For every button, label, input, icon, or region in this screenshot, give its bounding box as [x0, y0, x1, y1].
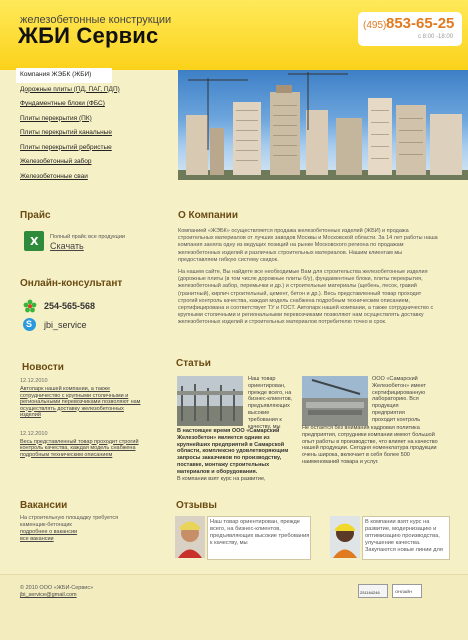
- work-hours: с 8:00 -18:00: [418, 34, 454, 40]
- news-link[interactable]: Весь представленный товар проходит строгий контроль качества, каждая модель снабжена подробным техническим описанием: [20, 438, 139, 458]
- article-1-bold-text[interactable]: В настоящее время ООО «Самарский Железобетон» является одним из крупнейших предприятий в Самарской области, комплексно удовлетворяющим запросы заказчиков по производству, поставке, монтажу строительных материалов и оборудования.: [177, 428, 289, 475]
- article-2-image[interactable]: [302, 376, 368, 426]
- all-vacancies-link[interactable]: все вакансии: [20, 536, 54, 542]
- icq-flower-icon: [23, 299, 37, 313]
- site-subtitle: железобетонные конструкции: [20, 14, 172, 26]
- article-1-snippet: Наш товар ориентирован, прежде всего, на бизнес-клиентов, предъявляющих высокие требования к качеству, мы: [248, 376, 293, 430]
- nav-item-floor-slabs[interactable]: Плиты перекрытия (ПК): [20, 114, 92, 122]
- news-date: 12.12.2010: [20, 430, 48, 437]
- footer-email-link[interactable]: jbi_service@gmail.com: [20, 592, 77, 598]
- rating-badge[interactable]: [392, 584, 422, 598]
- skype-icon: [23, 318, 36, 331]
- vacancies-heading: Вакансии: [20, 500, 68, 511]
- rating-badge-text: ОНЛАЙН: [395, 589, 413, 594]
- price-description: Полный прайс все продукции: [50, 234, 125, 240]
- skype-login: jbi_service: [44, 320, 87, 330]
- price-download-link[interactable]: Скачать: [50, 241, 84, 251]
- nav-item-road-slabs[interactable]: Дорожные плиты (ПД, ПАГ, ПДП): [20, 85, 120, 93]
- vacancy-details-link[interactable]: подробнее о вакансии: [20, 529, 78, 535]
- article-1-tail: В компании взят курс на развитие,: [177, 476, 266, 482]
- nav-item-foundation-blocks[interactable]: Фундаментные блоки (ФБС): [20, 100, 105, 107]
- counter-value: 251164246: [360, 590, 380, 595]
- footer: [0, 574, 468, 640]
- copyright: © 2010 ООО «ЖБИ-Сервис»: [20, 585, 94, 591]
- news-link[interactable]: Автопарк нашей компании, а также сотрудничество с крупными столичными и региональными перевозчиками позволяют нам осуществлять доставку железобетонных изделий: [20, 386, 141, 418]
- icq-number: 254-565-568: [44, 301, 96, 311]
- vacancies-block: [20, 515, 130, 543]
- news-heading: Новости: [22, 362, 64, 373]
- phone-code: (495): [363, 20, 387, 31]
- counter-badge[interactable]: [358, 584, 388, 598]
- news-list: [20, 378, 145, 470]
- article-2-snippet: ООО «Самарский Железобетон» имеет сертифицированную лабораторию. Вся продукция предприятия проходит контроль: [372, 376, 426, 423]
- main-nav: [16, 68, 178, 184]
- about-text: [178, 228, 440, 332]
- review-2-box: [362, 516, 450, 560]
- article-2-text: Не остается без внимания кадровая политика предприятия, сотрудники компании имеют большой опыт работы в производстве, что влияет на качество нашей продукции. Сегодня номенклатура продукции очень широка, включает в себя более 500 наименований товара и услуг.: [302, 425, 438, 465]
- article-1-image[interactable]: [177, 376, 243, 426]
- buildings-illustration: [178, 70, 468, 180]
- vacancy-text: На строительную площадку требуется каменщик-бетонщик: [20, 515, 119, 528]
- reviewer-2-photo: [330, 516, 360, 558]
- phone-box: [358, 12, 462, 46]
- articles-heading: Статьи: [176, 358, 211, 369]
- nav-item-company[interactable]: Компания ЖЭБК (ЖБИ): [16, 68, 112, 83]
- review-1-text: Наш товар ориентирован, прежде всего, на бизнес-клиентов, предъявляющих высокие требования к качеству, мы: [210, 519, 310, 546]
- excel-icon[interactable]: [24, 231, 44, 251]
- header: [0, 0, 468, 70]
- news-date: 12.12.2010: [20, 378, 48, 384]
- review-2-text: В компании взят курс на развитие, модернизацию и оптимизацию производства, улучшение качества. Закупаются новые линии для: [365, 519, 443, 553]
- about-heading: О Компании: [178, 210, 238, 221]
- about-paragraph-2: На нашем сайте, Вы найдете все необходимые Вам для строительства железобетонные изделия (дорожные плиты (в том числе дорожные плиты б/у), фундаментные блоки, плиты перекрытия, железобетонный забор, перемычки и др.) и строительные материалы (щебень, песок, гравий (гранитный), кирпич строительный, цемент, бетон и др.). Весь представленный товар проходит строгий контроль качества, каждая модель снабжена подробным техническим описанием, сертифицирована и соответствует ТУ и ГОСТ. Автопарк нашей компании, а также сотрудничество с крупными столичными и региональными перевозчиками позволяют нам осуществлять доставку железобетонных изделий и строительных материалов потребителю точно в срок.: [178, 269, 434, 326]
- nav-item-concrete-piles[interactable]: Железобетонные сваи: [20, 172, 88, 180]
- price-heading: Прайс: [20, 210, 51, 221]
- reviews-heading: Отзывы: [176, 500, 217, 511]
- nav-item-concrete-fence[interactable]: Железобетонный забор: [20, 158, 92, 165]
- review-1-box: [207, 516, 311, 560]
- site-logo-title[interactable]: ЖБИ Сервис: [18, 23, 159, 48]
- price-block: [50, 234, 150, 251]
- banner-image: [178, 70, 468, 180]
- phone-number: 853-65-25: [386, 15, 455, 32]
- nav-item-ribbed-slabs[interactable]: Плиты перекрытий ребристые: [20, 143, 112, 151]
- consultant-heading: Онлайн-консультант: [20, 278, 123, 289]
- nav-item-channel-slabs[interactable]: Плиты перекрытий канальные: [20, 129, 112, 136]
- about-paragraph-1: Компанией «ЖЭБК» осуществляется продажа железобетонных изделий (ЖБИ) и продажа строительных материалов от лучших заводов Москвы и Московской области. За 14 лет работы наша компания заняла одну из ведущих позиций на рынке Московского региона по продажам железобетонных изделий и различных строительных материалов. Нашим клиентам мы предоставляем гибкую систему скидок.: [178, 228, 438, 263]
- reviewer-1-photo: [175, 516, 205, 558]
